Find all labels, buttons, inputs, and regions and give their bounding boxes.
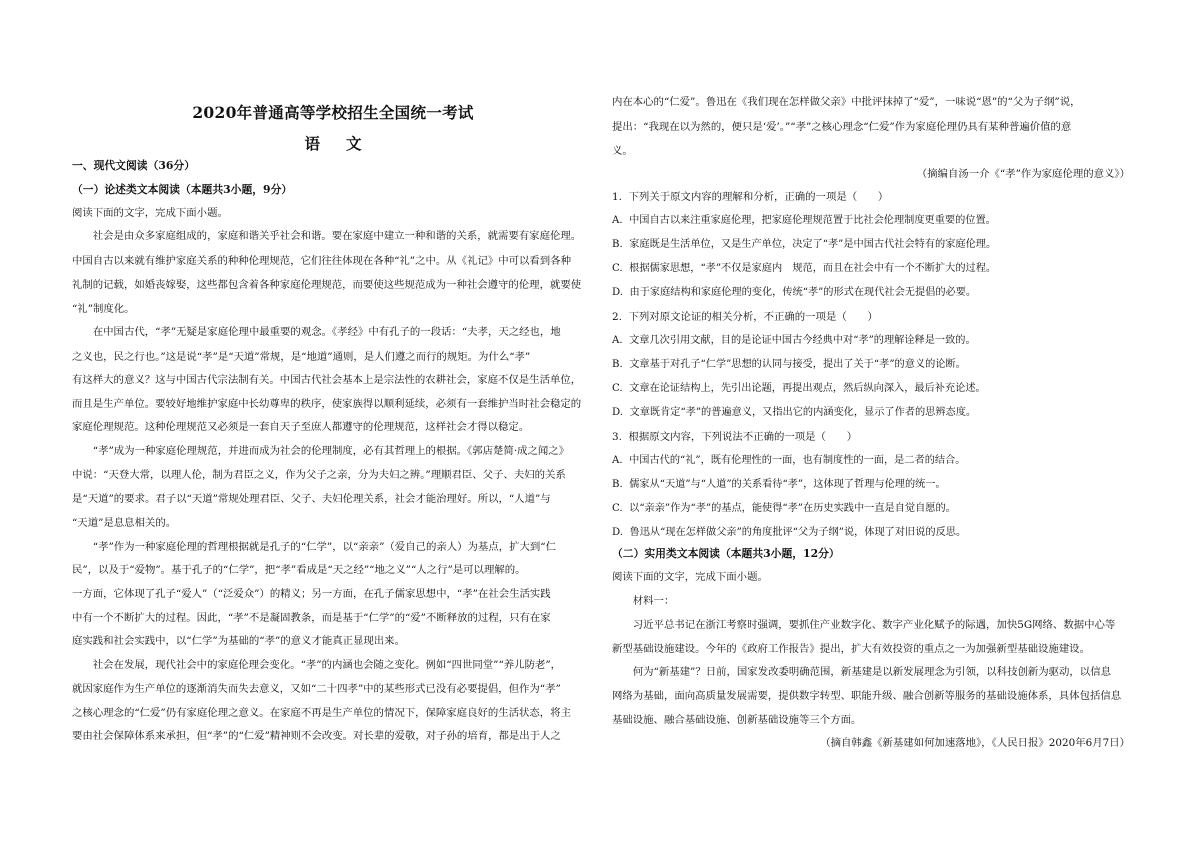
passage-line: “孝”作为一种家庭伦理的哲理根据就是孔子的“仁学”，以“亲亲”（爱自己的亲人）为基点，扩大到“仁 — [72, 541, 556, 553]
passage-line: 中有一个不断扩大的过程。因此，“孝”不是凝固教条，而是基于“仁学”的“爱”不断释放的过程，只有在家 — [72, 612, 551, 624]
question-stem: 1. 下列关于原文内容的理解和分析，正确的一项是（ ） — [612, 191, 889, 203]
passage-line: “礼”制度化。 — [72, 303, 135, 315]
passage-line: 中说：“天登大常，以理人伦，制为君臣之义，作为父子之亲，分为夫妇之辨。”理顺君臣、父子、夫妇的关系 — [72, 469, 566, 481]
passage-line: 之义也，民之行也。”这是说“孝”是“天道”常规，是“地道”通则，是人们遵之而行的规矩。为什么“孝” — [72, 351, 531, 363]
passage-line: 之核心理念的“仁爱”仍有家庭伦理之意义。在家庭不再是生产单位的情况下，保障家庭良好的生活状态，将主 — [72, 707, 571, 719]
instruction-text: 阅读下面的文字，完成下面小题。 — [612, 571, 768, 583]
passage-line: 社会是由众多家庭组成的，家庭和谐关乎社会和谐。要在家庭中建立一种和谐的关系，就需要有家庭伦理。 — [72, 230, 582, 242]
passage-line: 是“天道”的要求。君子以“天道”常规处理君臣、父子、夫妇伦理关系，社会才能治理好。所以，“人道”与 — [72, 493, 551, 505]
document-subject: 语文 — [304, 134, 388, 153]
answer-option: C. 根据儒家思想，“孝”不仅是家庭内 规范，而且在社会中有一个不断扩大的过程。 — [612, 263, 997, 274]
passage-line: 义。 — [612, 145, 633, 157]
question-stem: 3. 根据原文内容，下列说法不正确的一项是（ ） — [612, 431, 858, 443]
question-stem: 2. 下列对原文论证的相关分析，不正确的一项是（ ） — [612, 311, 878, 323]
instruction-text: 阅读下面的文字，完成下面小题。 — [72, 207, 228, 219]
passage-line: 提出：“我现在以为然的，便只是‘爱’。”“孝”之核心理念“仁爱”作为家庭伦理仍具有某种普遍价值的意 — [612, 121, 1072, 133]
answer-option: B. 儒家从“天道”与“人道”的关系看待“孝”，这体现了哲理与伦理的统一。 — [612, 479, 946, 490]
passage-line: 庭实践和社会实践中，以“仁学”为基础的“孝”的意义才能真正显现出来。 — [72, 635, 405, 647]
passage-line: 而且是生产单位。要较好地维护家庭中长幼尊卑的秩序，使家族得以顺利延续，必须有一套维护当时社会稳定的 — [72, 398, 582, 410]
answer-option: A. 中国古代的“礼”，既有伦理性的一面，也有制度性的一面，是二者的结合。 — [612, 455, 966, 466]
material-line: 网络为基础，面向高质量发展需要，提供数字转型、职能升级、融合创新等服务的基础设施体系，具体包括信息 — [612, 690, 1122, 702]
passage-line: 家庭伦理规范。这种伦理规范又必须是一套自天子至庶人都遵守的伦理规范，这样社会才得以稳定。 — [72, 421, 530, 433]
answer-option: A. 中国自古以来注重家庭伦理，把家庭伦理规范置于比社会伦理制度更重要的位置。 — [612, 215, 996, 226]
material-label: 材料一： — [612, 595, 675, 607]
answer-option: C. 以“亲亲”作为“孝”的基点，能使得“孝”在历史实践中一直是自觉自愿的。 — [612, 503, 956, 514]
answer-option: B. 文章基于对孔子“仁学”思想的认同与接受，提出了关于“孝”的意义的论断。 — [612, 359, 966, 370]
passage-line: 在中国古代，“孝”无疑是家庭伦理中最重要的观念。《孝经》中有孔子的一段话：“夫孝，天之经也，地 — [72, 326, 561, 338]
passage-line: 民”，以及于“爱物”。基于孔子的“仁学”，把“孝”看成是“天之经”“地之义”“人之行”是可以理解的。 — [72, 564, 526, 576]
material-line: 何为“新基建”？日前，国家发改委明确范围，新基建是以新发展理念为引领，以科技创新为驱动，以信息 — [612, 666, 1111, 678]
answer-option: B. 家庭既是生活单位，又是生产单位，决定了“孝”是中国古代社会特有的家庭伦理。 — [612, 239, 997, 250]
material-line: 基础设施、融合基础设施、创新基础设施等三个方面。 — [612, 714, 862, 726]
passage-line: 礼制的记载，如婚丧嫁娶，这些都包含着各种家庭伦理规范，而要使这些规范成为一种社会遵守的伦理，就要使 — [72, 279, 582, 291]
passage-line: “孝”成为一种家庭伦理规范，并进而成为社会的伦理制度，必有其哲理上的根据。《郭店楚简·成之闻之》 — [72, 445, 570, 457]
passage-line: “天道”是息息相关的。 — [72, 517, 177, 529]
answer-option: A. 文章几次引用文献，目的是论证中国古今经典中对“孝”的理解诠释是一致的。 — [612, 335, 976, 346]
part-heading: （二）实用类文本阅读（本题共3小题，12分） — [612, 547, 840, 560]
passage-line: 要由社会保障体系来承担，但“孝”的“仁爱”精神则不会改变。对长辈的爱敬，对子孙的培育，都是出于人之 — [72, 730, 561, 742]
document-title: 2020年普通高等学校招生全国统一考试 — [192, 103, 474, 122]
answer-option: D. 鲁迅从“现在怎样做父亲”的角度批评“父为子纲”说，体现了对旧说的反思。 — [612, 527, 967, 538]
passage-line: 有这样大的意义？这与中国古代宗法制有关。中国古代社会基本上是宗法性的农耕社会，家庭不仅是生活单位， — [72, 374, 582, 386]
section-heading: 一、现代文阅读（36分） — [72, 159, 195, 172]
source-citation: （摘自韩鑫《新基建如何加速落地》，《人民日报》2020年6月7日） — [820, 737, 1130, 749]
answer-option: D. 由于家庭结构和家庭伦理的变化，传统“孝”的形式在现代社会无提倡的必要。 — [612, 287, 977, 298]
part-heading: （一）论述类文本阅读（本题共3小题，9分） — [72, 183, 293, 196]
source-citation: （摘编自汤一介《“孝”作为家庭伦理的意义》） — [916, 168, 1130, 180]
passage-line: 就因家庭作为生产单位的逐渐消失而失去意义，又如“二十四孝”中的某些形式已没有必要提倡，但作为“孝” — [72, 683, 561, 695]
passage-line: 中国自古以来就有维护家庭关系的种种伦理规范，它们往往体现在各种“礼”之中。从《礼记》中可以看到各种 — [72, 255, 571, 267]
passage-line: 一方面，它体现了孔子“爱人”（“泛爱众”）的精义；另一方面，在孔子儒家思想中，“孝”在社会生活实践 — [72, 588, 551, 600]
passage-line: 内在本心的“仁爱”。鲁迅在《我们现在怎样做父亲》中批评抹掉了“爱”，一味说“恩”的“父为子纲”说， — [612, 96, 1081, 108]
answer-option: C. 文章在论证结构上，先引出论题，再提出观点，然后纵向深入，最后补充论述。 — [612, 383, 986, 394]
material-line: 新型基础设施建设。今年的《政府工作报告》提出，扩大有效投资的重点之一为加强新型基础设施建设。 — [612, 643, 1090, 655]
material-line: 习近平总书记在浙江考察时强调，要抓住产业数字化、数字产业化赋予的际遇，加快5G网络、数据中心等 — [612, 619, 1116, 631]
passage-line: 社会在发展，现代社会中的家庭伦理会变化。“孝”的内涵也会随之变化。例如“四世同堂”“养儿防老”， — [72, 659, 562, 671]
answer-option: D. 文章既肯定“孝”的普遍意义，又指出它的内涵变化，显示了作者的思辨态度。 — [612, 407, 977, 418]
